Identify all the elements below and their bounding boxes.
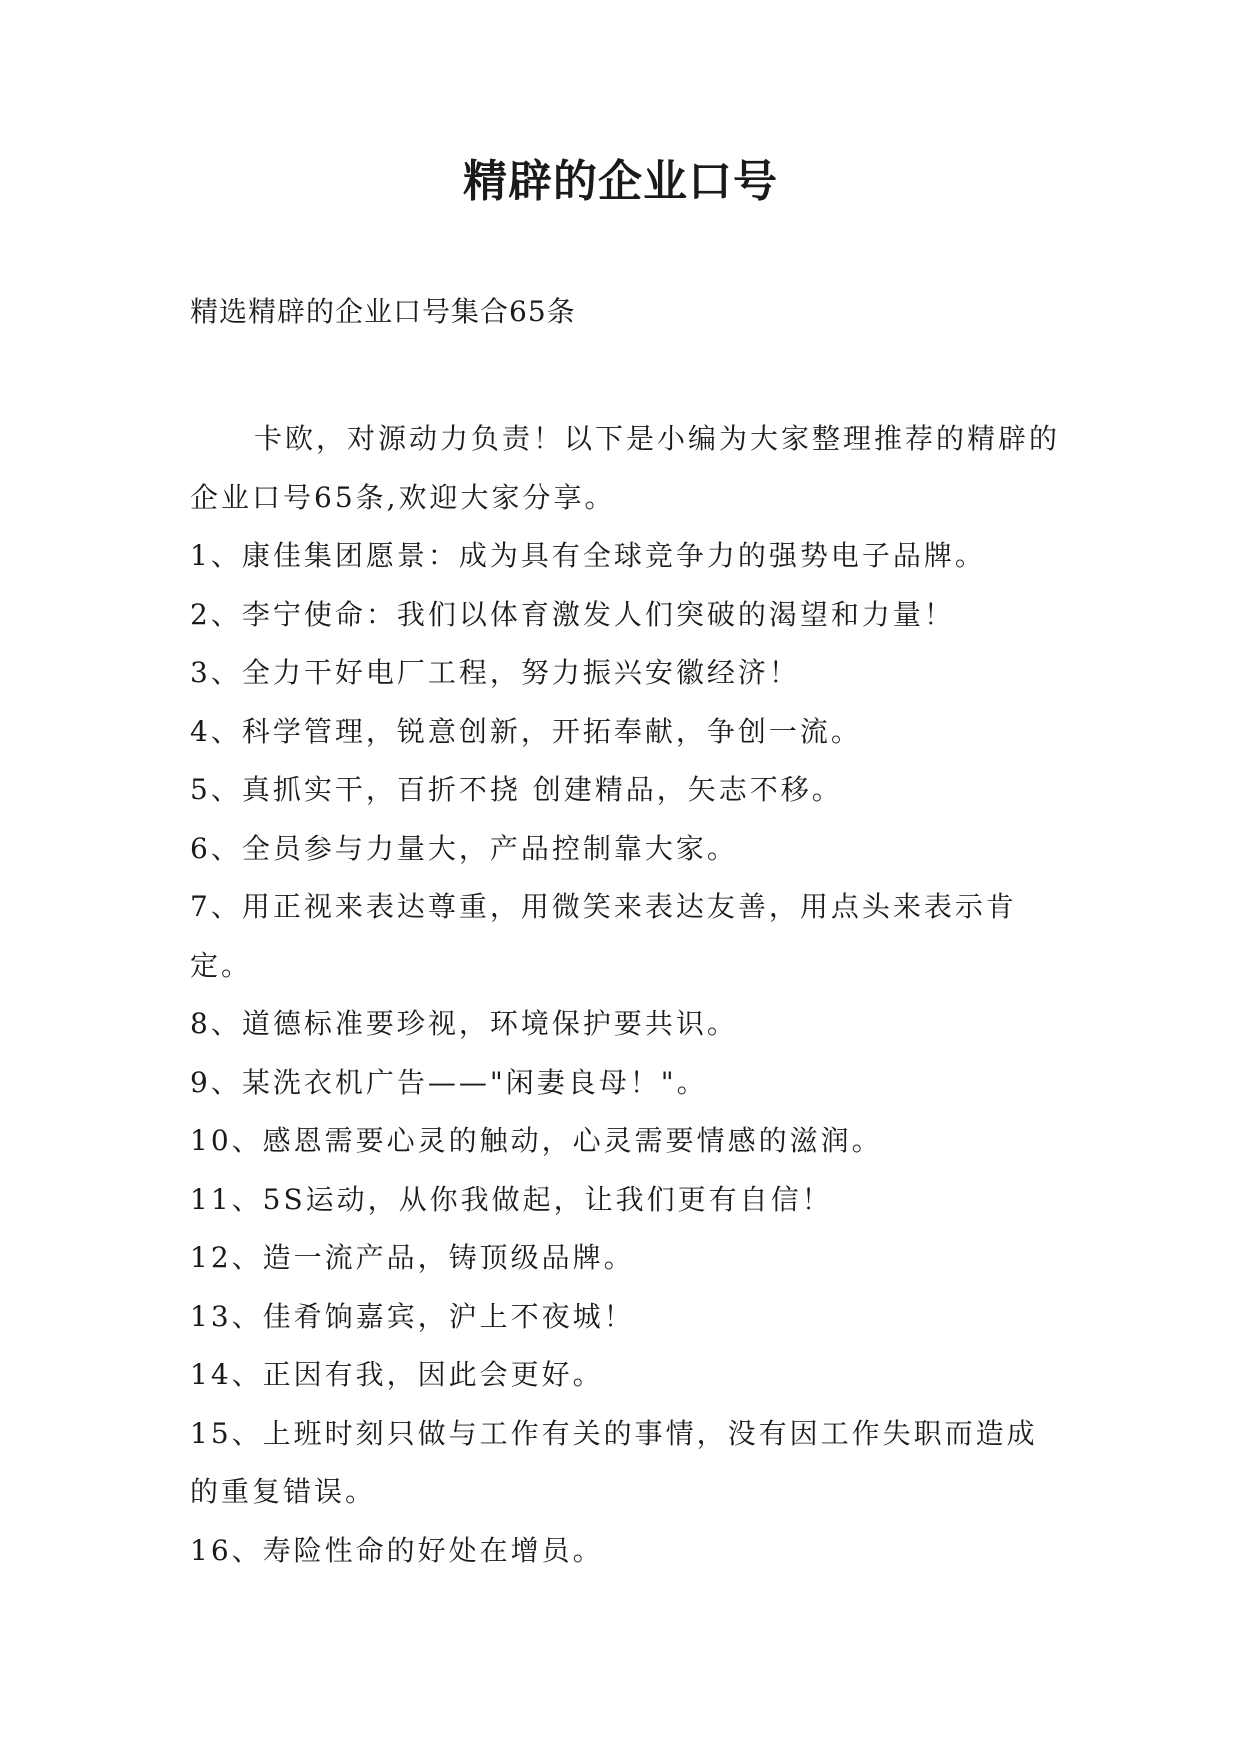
list-item: 15、上班时刻只做与工作有关的事情，没有因工作失职而造成的重复错误。 (190, 1416, 1038, 1508)
list-item: 7、用正视来表达尊重，用微笑来表达友善，用点头来表示肯定。 (190, 890, 1017, 982)
document-subtitle: 精选精辟的企业口号集合65条 (190, 295, 576, 328)
list-item: 1、康佳集团愿景：成为具有全球竞争力的强势电子品牌。 (190, 539, 986, 572)
list-item: 10、感恩需要心灵的触动，心灵需要情感的滋润。 (190, 1124, 883, 1157)
list-item: 3、全力干好电厂工程，努力振兴安徽经济！ (190, 656, 800, 689)
list-item: 14、正因有我，因此会更好。 (190, 1358, 604, 1391)
list-item: 13、佳肴饷嘉宾，沪上不夜城！ (190, 1299, 635, 1333)
intro-paragraph: 卡欧，对源动力负责！以下是小编为大家整理推荐的精辟的企业口号65条,欢迎大家分享。 (190, 422, 1061, 514)
list-item: 8、道德标准要珍视，环境保护要共识。 (190, 1007, 738, 1040)
list-item: 5、真抓实干，百折不挠 创建精品，矢志不移。 (190, 773, 843, 806)
list-item: 2、李宁使命：我们以体育激发人们突破的渴望和力量！ (190, 597, 955, 631)
list-item: 6、全员参与力量大，产品控制靠大家。 (190, 831, 738, 865)
list-item: 16、寿险性命的好处在增员。 (190, 1533, 604, 1567)
list-item: 11、5S运动，从你我做起，让我们更有自信！ (190, 1182, 833, 1216)
list-item: 9、某洗衣机广告——"闲妻良母！"。 (190, 1065, 708, 1099)
document-body (190, 410, 1060, 1580)
document-title: 精辟的企业口号 (463, 156, 778, 207)
list-item: 4、科学管理，锐意创新，开拓奉献，争创一流。 (190, 714, 862, 748)
list-item: 12、造一流产品，铸顶级品牌。 (190, 1241, 635, 1274)
